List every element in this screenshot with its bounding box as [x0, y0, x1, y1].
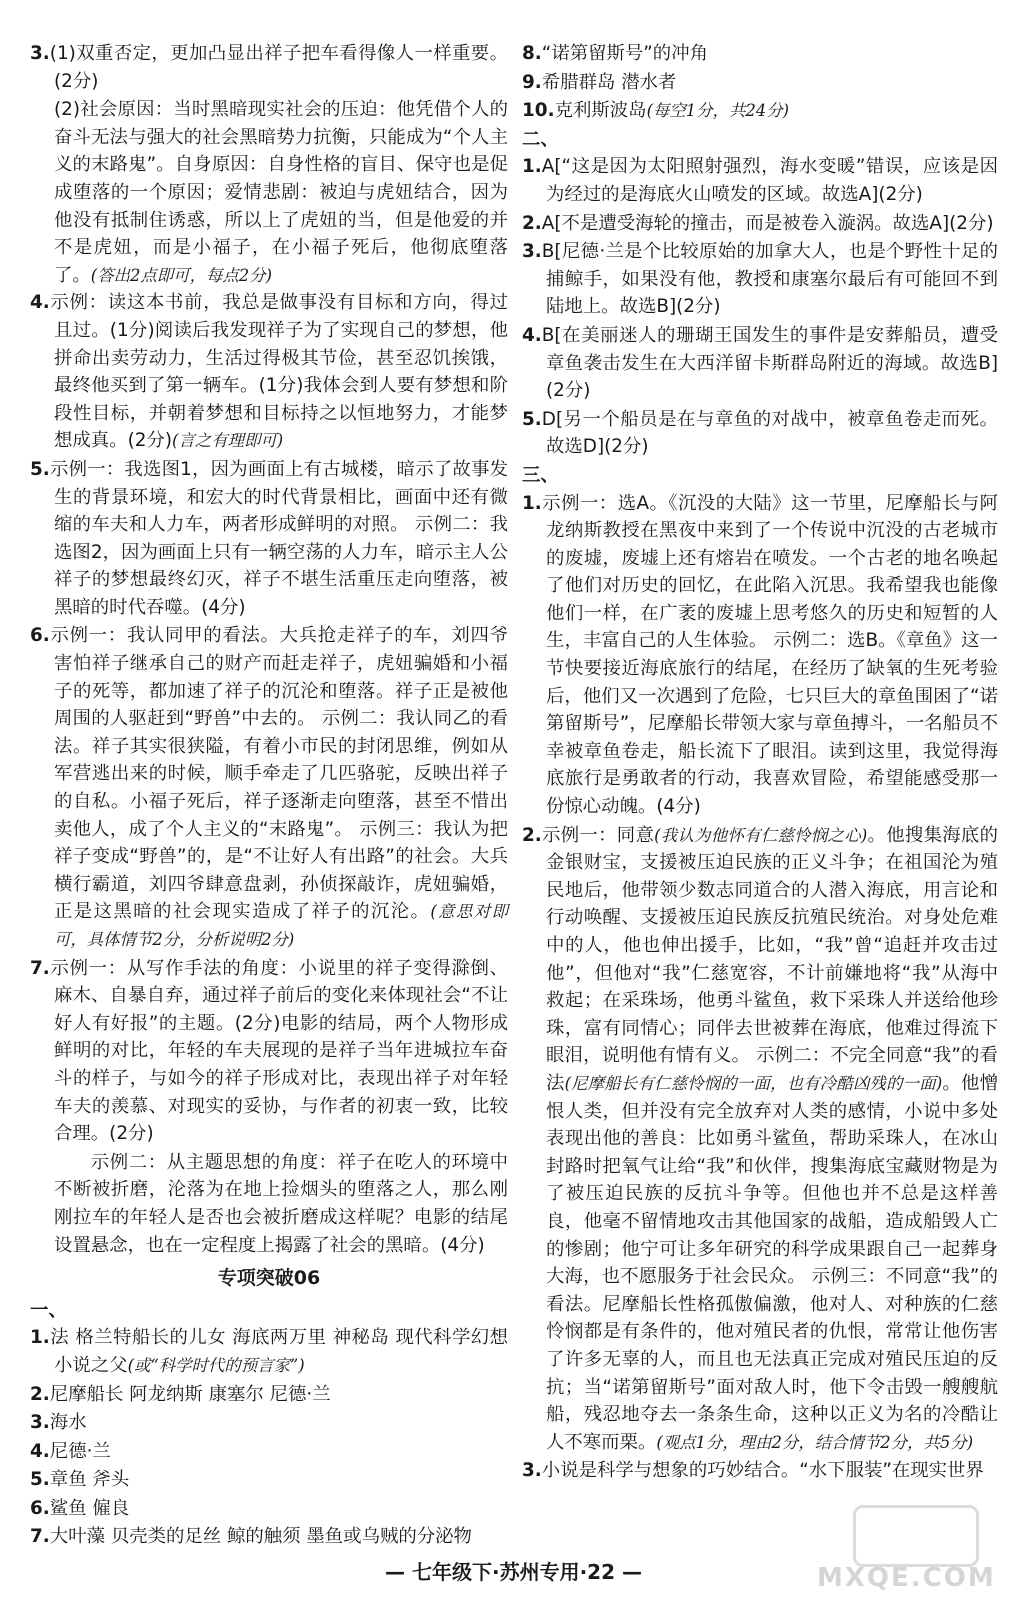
choice-3: 3.B[尼德·兰是个比较原始的加拿大人，也是个野性十足的捕鲸手，如果没有他，教授和康塞尔最后有可能回不到陆地上。故选B](2分) — [522, 241, 998, 318]
choice-2: 2.A[不是遭受海轮的撞击，而是被卷入漩涡。故选A](2分) — [522, 212, 994, 234]
fill-10: 10.克利斯波岛(每空1分，共24分) — [522, 100, 789, 122]
fill-9: 9.希腊群岛 潜水者 — [522, 71, 677, 93]
fill-6: 6.鲨鱼 僱良 — [30, 1497, 130, 1519]
essay-3: 3.小说是科学与想象的巧妙结合。“水下服装”在现实世界 — [522, 1460, 984, 1482]
part-one-label: 一、 — [30, 1299, 67, 1321]
answer-6: 6.示例一：我认同甲的看法。大兵抢走祥子的车，刘四爷害怕祥子继承自己的财产而赶走祥子，虎妞骗婚和小福子的死等，都加速了祥子的沉沦和堕落。祥子正是被他周围的人驱赶到“野兽”中去的。 示例二：我认同乙的看法。祥子其实很狭隘，有着小市民的封闭思维，例如从军营逃出来的时候，顺手牵走了几匹骆驼，反映出祥子的自私。小福子死后，祥子逐渐走向堕落，甚至不惜出卖他人，成了个人主义的“末路鬼”。 示例三：我认为把祥子变成“野兽”的，是“不让好人有出路”的社会。大兵横行霸道，刘四爷肆意盘剥，孙侦探敲诈，虎妞骗婚，正是这黑暗的社会现实造成了祥子的沉沦。(意思对即可，具体情节2分，分析说明2分) — [30, 625, 508, 949]
answer-3: 3.(1)双重否定，更加凸显出祥子把车看得像人一样重要。(2分) — [30, 43, 508, 92]
choice-5: 5.D[另一个船员是在与章鱼的对战中，被章鱼卷走而死。故选D](2分) — [522, 408, 998, 458]
part-two-label: 二、 — [522, 128, 559, 150]
right-column — [522, 40, 998, 1486]
fill-8: 8.“诺第留斯号”的冲角 — [522, 43, 708, 64]
choice-4: 4.B[在美丽迷人的珊瑚王国发生的事件是安葬船员，遭受章鱼袭击发生在大西洋留卡斯群岛附近的海域。故选B](2分) — [522, 324, 998, 402]
fill-1: 1.法 格兰特船长的儿女 海底两万里 神秘岛 现代科学幻想小说之父(或“科学时代的预言家”) — [30, 1327, 508, 1376]
watermark-text: MXQE.COM — [817, 1563, 996, 1593]
answer-4: 4.示例：读这本书前，我总是做事没有目标和方向，得过且过。(1分)阅读后我发现祥子为了实现自己的梦想，他拼命出卖劳动力，生活过得极其节俭，甚至忍饥挨饿，最终他买到了第一辆车。(1分)我体会到人要有梦想和阶段性目标，并朝着梦想和目标持之以恒地努力，才能梦想成真。(2分)(言之有理即可) — [30, 292, 508, 452]
choice-1: 1.A[“这是因为太阳照射强烈，海水变暖”错误，应该是因为经过的是海底火山喷发的区域。故选A](2分) — [522, 156, 998, 205]
left-column — [30, 40, 508, 1552]
essay-1: 1.示例一：选A。《沉没的大陆》这一节里，尼摩船长与阿龙纳斯教授在黑夜中来到了一个传说中沉没的古老城市的废墟，废墟上还有熔岩在喷发。一个古老的地名唤起了他们对历史的回忆，在此陷入沉思。我希望我也能像他们一样，在广袤的废墟上思考悠久的历史和短暂的人生，丰富自己的人生体验。 示例二：选B。《章鱼》这一节快要接近海底旅行的结尾，在经历了缺氧的生死考验后，他们又一次遇到了危险，七只巨大的章鱼围困了“诺第留斯号”，尼摩船长带领大家与章鱼搏斗，一名船员不幸被章鱼卷走，船长流下了眼泪。读到这里，我觉得海底旅行是勇敢者的行动，我喜欢冒险，希望能感受那一份惊心动魄。(4分) — [522, 492, 998, 818]
page-footer: — 七年级下·苏州专用·22 — — [385, 1560, 642, 1584]
essay-2: 2.示例一：同意(我认为他怀有仁慈怜悯之心)。他搜集海底的金银财宝，支援被压迫民族的正义斗争；在祖国沦为殖民地后，他带领少数志同道合的人潜入海底，用言论和行动唤醒、支援被压迫民族反抗殖民统治。对身处危难中的人，他也伸出援手，比如，“我”曾“追赶并攻击过他”，但他对“我”仁慈宽容，不计前嫌地将“我”从海中救起；在采珠场，他勇斗鲨鱼，救下采珠人并送给他珍珠，富有同情心；同伴去世被葬在海底，他难过得流下眼泪，说明他有情有义。 示例二：不完全同意“我”的看法(尼摩船长有仁慈怜悯的一面，也有冷酷凶残的一面)。他憎恨人类，但并没有完全放弃对人类的感情，小说中多处表现出他的善良：比如勇斗鲨鱼，帮助采珠人，在冰山封路时把氧气让给“我”和伙伴，搜集海底宝藏财物是为了被压迫民族的反抗斗争等。但他也并不总是这样善良，他毫不留情地攻击其他国家的战船，造成船毁人亡的惨剧；他宁可让多年研究的科学成果跟自己一起葬身大海，也不愿服务于社会民众。 示例三：不同意“我”的看法。尼摩船长性格孤傲偏激，他对人、对种族的仁慈怜悯都是有条件的，他对殖民者的仇恨，常常让他伤害了许多无辜的人，而且也无法真正完成对殖民压迫的反抗；当“诺第留斯号”面对敌人时，他下令击毁一艘艘航船，残忍地夺去一条条生命，这种以正义为名的冷酷让人不寒而栗。(观点1分，理由2分，结合情节2分，共5分) — [522, 824, 998, 1453]
answer-7: 7.示例一：从写作手法的角度：小说里的祥子变得滁倒、麻木、自暴自弃，通过祥子前后的变化来体现社会“不让好人有好报”的主题。(2分)电影的结局，两个人物形成鲜明的对比，年轻的车夫展现的是祥子当年进城拉车奋斗的样子，与如今的祥子形成对比，表现出祥子对年轻车夫的羡慕、对现实的妥协，与作者的初衷一致，比较合理。(2分) — [30, 957, 508, 1145]
part-three-label: 三、 — [522, 464, 559, 486]
section-heading: 专项突破06 — [217, 1267, 321, 1290]
answer-7-example-2: 示例二：从主题思想的角度：祥子在吃人的环境中不断被折磨，沦落为在地上捡烟头的堕落之人，那么刚刚拉车的年轻人是否也会被折磨成这样呢？电影的结尾设置悬念，也在一定程度上揭露了社会的黑暗。(4分) — [54, 1151, 508, 1256]
watermark-logo — [807, 1505, 1007, 1595]
fill-5: 5.章鱼 斧头 — [30, 1469, 130, 1491]
watermark-stamp-icon — [853, 1505, 979, 1567]
fill-3: 3.海水 — [30, 1412, 87, 1434]
fill-7: 7.大叶藻 贝壳类的足丝 鲸的触须 墨鱼或乌贼的分泌物 — [30, 1526, 472, 1548]
fill-2: 2.尼摩船长 阿龙纳斯 康塞尔 尼德·兰 — [30, 1383, 331, 1405]
answer-5: 5.示例一：我选图1，因为画面上有古城楼，暗示了故事发生的背景环境，和宏大的时代背景相比，画面中还有微缩的车夫和人力车，两者形成鲜明的对照。 示例二：我选图2，因为画面上只有一辆空荡的人力车，暗示主人公祥子的梦想最终幻灭，祥子不堪生活重压走向堕落，被黑暗的时代吞噬。(4分) — [30, 458, 508, 618]
answer-3-part-2: (2)社会原因：当时黑暗现实社会的压迫：他凭借个人的奋斗无法与强大的社会黑暗势力抗衡，只能成为“个人主义的末路鬼”。自身原因：自身性格的盲目、保守也是促成堕落的一个原因；爱情悲剧：被迫与虎妞结合，因为他没有抵制住诱惑，所以上了虎妞的当，但是他爱的并不是虎妞，而是小福子，在小福子死后，他彻底堕落了。(答出2点即可，每点2分) — [54, 99, 508, 286]
fill-4: 4.尼德·兰 — [30, 1440, 111, 1462]
